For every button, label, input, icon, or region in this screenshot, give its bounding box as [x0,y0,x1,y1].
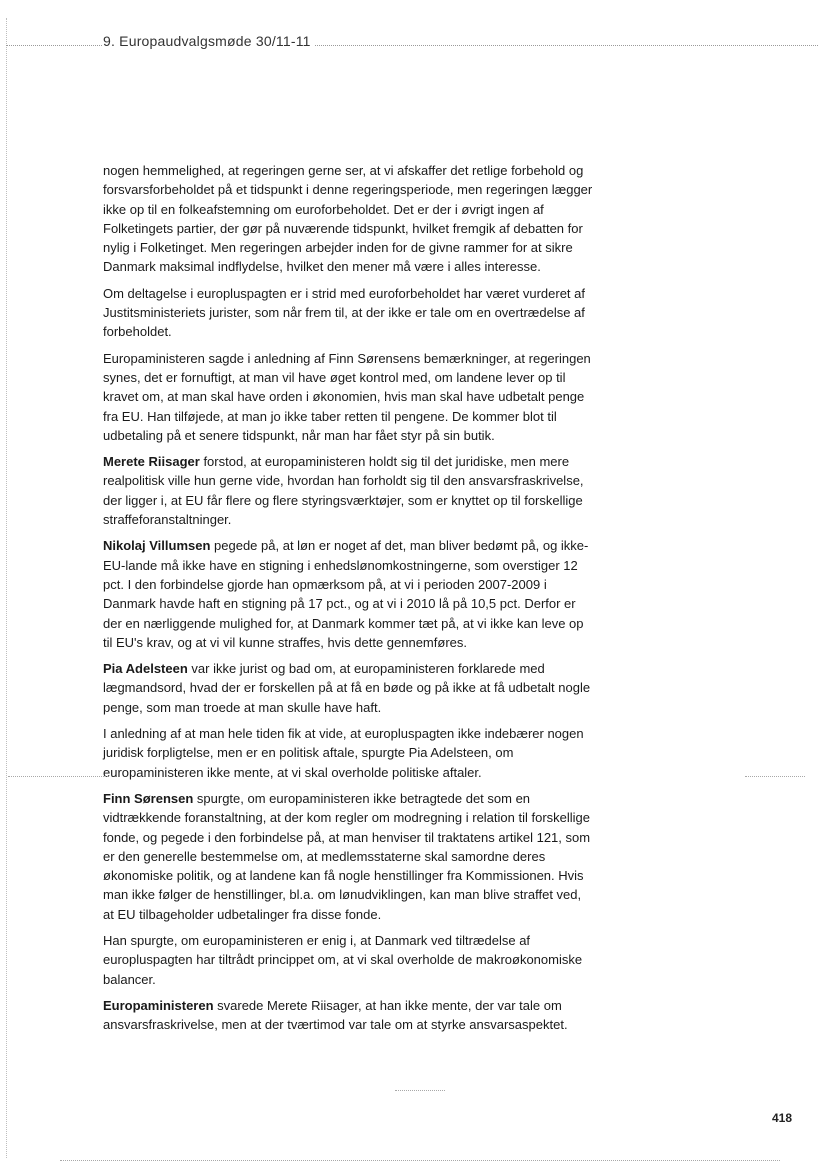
paragraph-text: svarede Merete Riisager, at han ikke mente, der var tale om ansvarsfraskrivelse, men at der tværtimod var tale om at styrke ansvarsaspektet. [103,997,568,1033]
speaker-name: Pia Adelsteen [103,661,188,677]
paragraph-text: Han spurgte, om europaministeren er enig i, at Danmark ved tiltrædelse af europluspagten har tiltrådt princippet om, at vi skal overholde de makroøkonomiske balancer. [103,932,583,987]
document-body [103,161,593,1041]
speaker-name: Europaministeren [103,997,214,1013]
paragraph [103,536,593,652]
paragraph [103,659,593,717]
paragraph [103,996,593,1035]
paragraph-text: spurgte, om europaministeren ikke betragtede det som en vidtrækkende foranstaltning, at der kom regler om modregning i relation til forskellige fonde, og pegede i den forbindelse på, at man henviser til traktatens artikel 121, som er den generelle bestemmelse om, at medlemsstaterne skal samordne deres økonomiske politik, og at landene kan få nogle henstillinger fra Kommissionen. Hvis man ikke følger de henstillinger, bl.a. om lønudviklingen, kan man blive straffet ved, at EU tilbageholder udbetalinger fra disse fonde. [103,790,591,922]
page-header: 9. Europaudvalgsmøde 30/11-11 [103,33,315,49]
scan-artifact-line [60,1160,780,1161]
speaker-name: Merete Riisager [103,454,200,470]
paragraph [103,349,593,445]
paragraph-text: pegede på, at løn er noget af det, man bliver bedømt på, og ikke-EU-lande må ikke have en stigning i enhedslønomkostningerne, som overstiger 12 pct. I den forbindelse gjorde han opmærksom på, at vi i perioden 2007-2009 i Danmark havde haft en stigning på 17 pct., og at vi i 2010 lå på 10,5 pct. Derfor er der en nærliggende mulighed for, at Danmark kommer tæt på, at vi ikke kan leve op til EU's krav, og at vi vil kunne straffes, hvis dette gennemføres. [103,538,589,650]
paragraph-text: I anledning af at man hele tiden fik at vide, at europluspagten ikke indebærer nogen juridisk forpligtelse, men er en politisk aftale, spurgte Pia Adelsteen, om europaministeren ikke mente, at vi skal overholde politiske aftaler. [103,726,584,780]
paragraph-text: Europaministeren sagde i anledning af Finn Sørensens bemærkninger, at regeringen synes, det er fornuftigt, at man vil have øget kontrol med, om landene lever op til kravet om, at man skal have orden i økonomien, hvis man skal have udbetalt penge fra EU. Han tilføjede, at man jo ikke taber retten til pengene. De kommer blot til udbetaling på et senere tidspunkt, når man har fået styr på sin butik. [103,350,591,443]
page-number: 418 [772,1111,793,1125]
paragraph [103,284,593,342]
scan-artifact-line [8,776,108,777]
paragraph-text: forstod, at europaministeren holdt sig til det juridiske, men mere realpolitisk ville hun gerne vide, hvordan han forholdt sig til den ansvarsfraskrivelse, der ligger i, at EU får flere og flere styringsværktøjer, som er knyttet op til forskellige straffeforanstaltninger. [103,454,584,528]
paragraph [103,931,593,989]
speaker-name: Finn Sørensen [103,790,194,806]
paragraph-text: var ikke jurist og bad om, at europaministeren forklarede med lægmandsord, hvad der er forskellen på at få en bøde og på ikke at få udbetalt nogle penge, som man troede at man skulle have haft. [103,661,591,715]
paragraph-text: Om deltagelse i europluspagten er i strid med euroforbeholdet har været vurderet af Justitsministeriets jurister, som når frem til, at der ikke er tale om en overtrædelse af forbeholdet. [103,285,585,340]
scan-artifact-line [395,1090,445,1091]
paragraph [103,452,593,529]
paragraph-text: nogen hemmelighed, at regeringen gerne ser, at vi afskaffer det retlige forbehold og forsvarsforbeholdet på et tidspunkt i denne regeringsperiode, men regeringen lægger ikke op til en folkeafstemning om euroforbeholdet. Det er der i øvrigt ingen af Folketingets partier, der gør på nuværende tidspunkt, hvilket fremgik af debatten for nylig i Folketinget. Men regeringen arbejder inden for de givne rammer for at sikre Danmark maksimal indflydelse, hvilket den mener må være i alles interesse. [103,163,593,275]
scan-artifact-line [745,776,805,777]
paragraph [103,724,593,782]
paragraph [103,161,593,277]
paragraph [103,789,593,924]
page-edge [6,18,7,1158]
speaker-name: Nikolaj Villumsen [103,538,211,554]
